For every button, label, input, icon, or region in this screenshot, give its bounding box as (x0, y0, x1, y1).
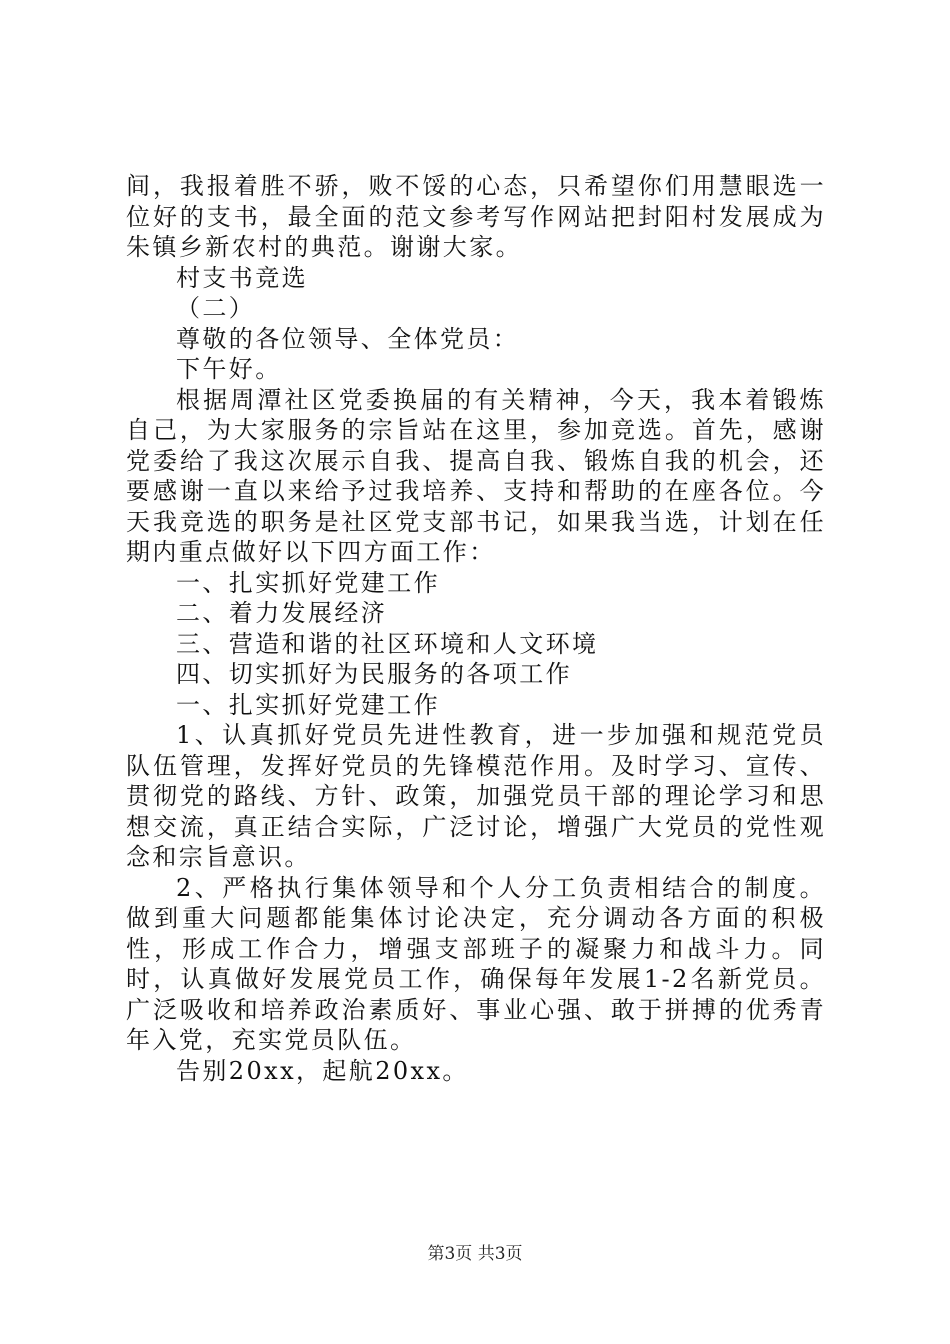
page-number-label: 第3页 共3页 (427, 1244, 523, 1264)
section-number: （二） (176, 294, 256, 322)
paragraph: 间，我报着胜不骄，败不馁的心态，只希望你们用慧眼选一位好的支书，最全面的范文参考写作网站把封阳村发展成为朱镇乡新农村的典范。谢谢大家。 (126, 172, 826, 261)
paragraph: 2、严格执行集体领导和个人分工负责相结合的制度。做到重大问题都能集体讨论决定，充分调动各方面的积极性，形成工作合力，增强支部班子的凝聚力和战斗力。同时，认真做好发展党员工作，确保每年发展1-2名新党员。广泛吸收和培养政治素质好、事业心强、敢于拼搏的优秀青年入党，充实党员队伍。 (126, 873, 826, 1054)
paragraph: 根据周潭社区党委换届的有关精神，今天，我本着锻炼自己，为大家服务的宗旨站在这里，参加竞选。首先，感谢党委给了我这次展示自我、提高自我、锻炼自我的机会，还要感谢一直以来给予过我培养、支持和帮助的在座各位。今天我竞选的职务是社区党支部书记，如果我当选，计划在任期内重点做好以下四方面工作： (126, 385, 826, 566)
list-item: 三、营造和谐的社区环境和人文环境 (176, 629, 599, 658)
document-body (126, 171, 826, 1086)
page-footer (0, 1244, 950, 1264)
closing-line: 告别20xx，起航20xx。 (176, 1056, 469, 1085)
salutation: 尊敬的各位领导、全体党员： (176, 324, 520, 353)
subsection-heading: 一、扎实抓好党建工作 (176, 690, 440, 719)
list-item: 二、着力发展经济 (176, 599, 388, 627)
greeting: 下午好。 (176, 355, 282, 383)
list-item: 四、切实抓好为民服务的各项工作 (176, 660, 572, 688)
list-item: 一、扎实抓好党建工作 (176, 568, 440, 597)
section-title: 村支书竞选 (176, 263, 308, 292)
paragraph: 1、认真抓好党员先进性教育，进一步加强和规范党员队伍管理，发挥好党员的先锋模范作用。及时学习、宣传、贯彻党的路线、方针、政策，加强党员干部的理论学习和思想交流，真正结合实际，广泛讨论，增强广大党员的党性观念和宗旨意识。 (126, 721, 826, 871)
